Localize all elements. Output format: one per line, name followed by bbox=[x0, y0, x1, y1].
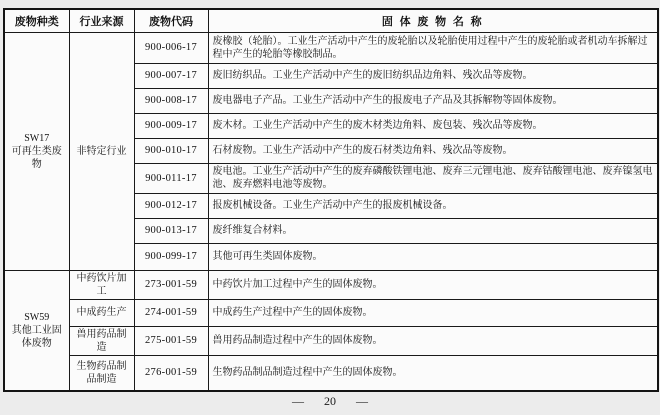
code-cell: 900-008-17 bbox=[134, 88, 208, 113]
name-cell: 报废机械设备。工业生产活动中产生的报废机械设备。 bbox=[208, 193, 658, 218]
name-cell: 其他可再生类固体废物。 bbox=[208, 243, 658, 270]
name-cell: 废电器电子产品。工业生产活动中产生的报废电子产品及其拆解物等固体废物。 bbox=[208, 88, 658, 113]
name-cell: 废橡胶（轮胎）。工业生产活动中产生的废轮胎以及轮胎使用过程中产生的废轮胎或者机动车拆解过程中产生的轮胎等橡胶制品。 bbox=[208, 32, 658, 63]
industry-cell: 兽用药品制造 bbox=[69, 326, 134, 355]
table-row bbox=[4, 326, 658, 355]
page-footer bbox=[0, 394, 660, 409]
header-waste-category: 废物种类 bbox=[4, 9, 69, 32]
name-cell: 废旧纺织品。工业生产活动中产生的废旧纺织品边角料、残次品等废物。 bbox=[208, 63, 658, 88]
table-row bbox=[4, 355, 658, 391]
code-cell: 900-010-17 bbox=[134, 138, 208, 163]
waste-category-id: SW59 bbox=[24, 311, 50, 323]
header-waste-code: 废物代码 bbox=[134, 9, 208, 32]
code-cell: 276-001-59 bbox=[134, 355, 208, 391]
waste-category-cell-sw59 bbox=[4, 270, 69, 391]
code-cell: 900-012-17 bbox=[134, 193, 208, 218]
table-row bbox=[4, 32, 658, 63]
industry-cell: 中药饮片加工 bbox=[69, 270, 134, 299]
name-cell: 中成药生产过程中产生的固体废物。 bbox=[208, 299, 658, 326]
code-cell: 900-007-17 bbox=[134, 63, 208, 88]
code-cell: 900-099-17 bbox=[134, 243, 208, 270]
name-cell: 中药饮片加工过程中产生的固体废物。 bbox=[208, 270, 658, 299]
table-row bbox=[4, 270, 658, 299]
code-cell: 900-013-17 bbox=[134, 218, 208, 243]
code-cell: 274-001-59 bbox=[134, 299, 208, 326]
code-cell: 900-011-17 bbox=[134, 163, 208, 193]
code-cell: 900-006-17 bbox=[134, 32, 208, 63]
code-cell: 273-001-59 bbox=[134, 270, 208, 299]
waste-category-label: 其他工业固体废物 bbox=[11, 324, 62, 349]
industry-cell: 非特定行业 bbox=[69, 32, 134, 270]
name-cell: 石材废物。工业生产活动中产生的废石材类边角料、残次品等废物。 bbox=[208, 138, 658, 163]
waste-category-cell-sw17 bbox=[4, 32, 69, 270]
industry-cell: 中成药生产 bbox=[69, 299, 134, 326]
name-cell: 废纤维复合材料。 bbox=[208, 218, 658, 243]
header-industry-source: 行业来源 bbox=[69, 9, 134, 32]
waste-category-id: SW17 bbox=[24, 132, 50, 144]
waste-category-label: 可再生类废物 bbox=[11, 145, 62, 170]
name-cell: 废电池。工业生产活动中产生的废弃磷酸铁锂电池、废弃三元锂电池、废弃钴酸锂电池、废弃镍氢电池、废弃燃料电池等废物。 bbox=[208, 163, 658, 193]
code-cell: 900-009-17 bbox=[134, 113, 208, 138]
name-cell: 兽用药品制造过程中产生的固体废物。 bbox=[208, 326, 658, 355]
footer-left-dash: — bbox=[292, 394, 304, 408]
footer-right-dash: — bbox=[356, 394, 368, 408]
header-solid-waste-name: 固 体 废 物 名 称 bbox=[208, 9, 658, 32]
waste-classification-table bbox=[3, 8, 659, 392]
page-number: 20 bbox=[324, 394, 336, 408]
table-header-row bbox=[4, 9, 658, 32]
table-row bbox=[4, 299, 658, 326]
code-cell: 275-001-59 bbox=[134, 326, 208, 355]
name-cell: 废木材。工业生产活动中产生的废木材类边角料、废包装、残次品等废物。 bbox=[208, 113, 658, 138]
industry-cell: 生物药品制品制造 bbox=[69, 355, 134, 391]
name-cell: 生物药品制品制造过程中产生的固体废物。 bbox=[208, 355, 658, 391]
